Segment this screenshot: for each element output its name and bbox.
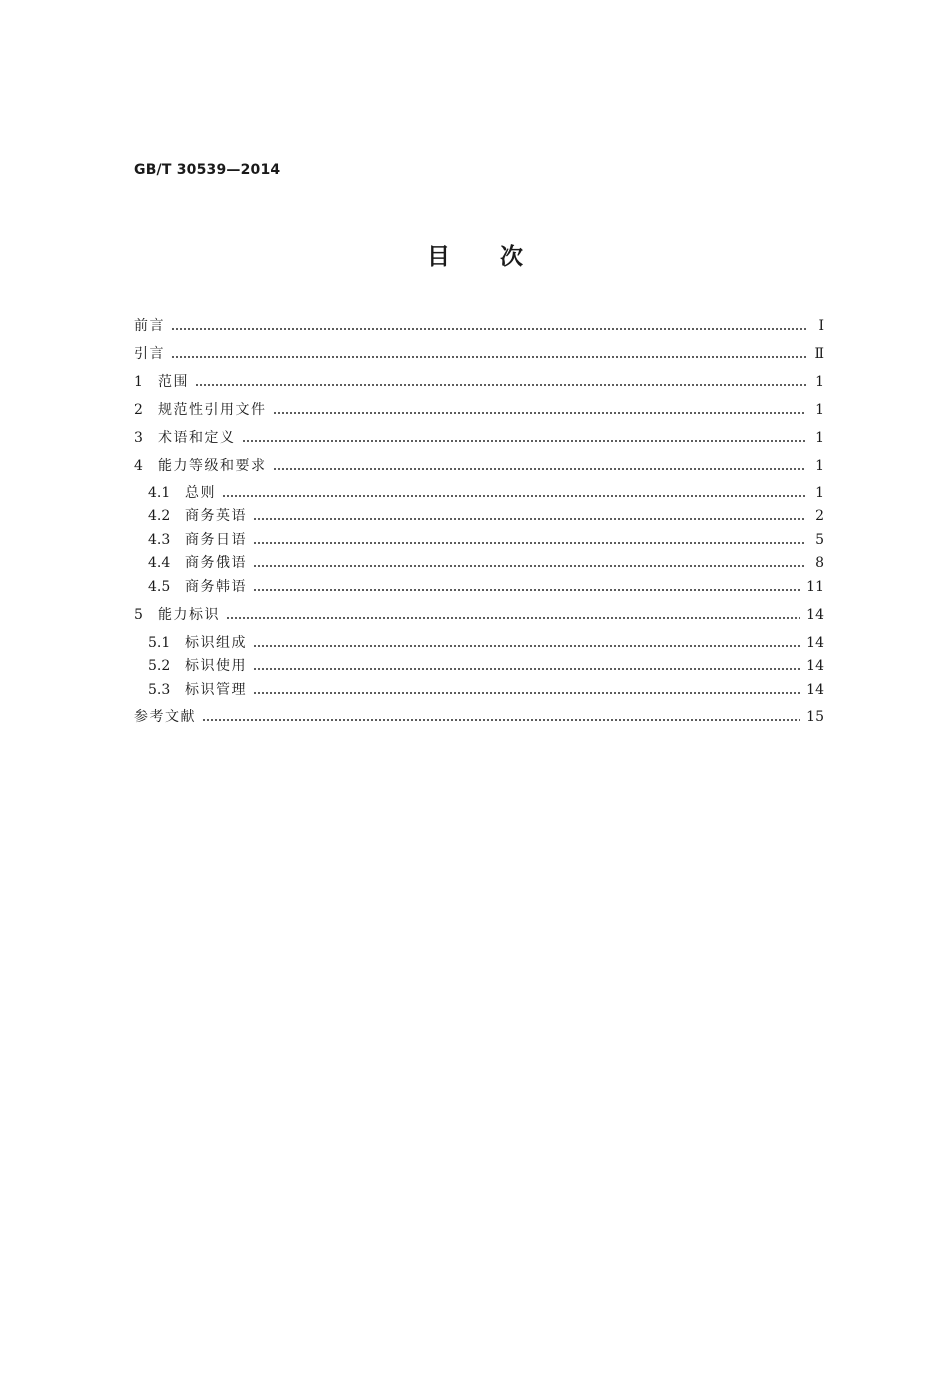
toc-entry-label: 总则 [185, 485, 216, 501]
toc-entry-label: 商务日语 [185, 532, 247, 548]
dot-leader [253, 692, 800, 694]
toc-entry-page: 1 [815, 374, 824, 390]
dot-leader [253, 565, 806, 567]
toc-entry-number: 5.3 [148, 682, 171, 698]
toc-entry-label: 能力等级和要求 [158, 458, 267, 474]
toc-entry-page: 1 [815, 485, 824, 501]
toc-entry-page: 14 [806, 607, 824, 623]
dot-leader [171, 328, 806, 330]
toc-entry-1[interactable] [134, 372, 824, 392]
toc-entry-label: 标识组成 [185, 635, 247, 651]
dot-leader [242, 440, 807, 442]
toc-entry-label: 范围 [158, 374, 189, 390]
toc-entry-number: 4.3 [148, 532, 171, 548]
dot-leader [273, 412, 807, 414]
toc-entry-page: Ⅱ [814, 346, 824, 362]
toc-entry-label: 规范性引用文件 [158, 402, 267, 418]
toc-entry-page: 14 [806, 658, 824, 674]
toc-entry-number: 5 [134, 607, 143, 623]
dot-leader [226, 617, 800, 619]
toc-entry-page: 1 [815, 402, 824, 418]
dot-leader [171, 356, 806, 358]
document-id: GB/T 30539—2014 [134, 162, 281, 178]
toc-entry-page: 11 [806, 579, 824, 595]
toc-entry-page: 5 [815, 532, 824, 548]
toc-entry-label: 商务韩语 [185, 579, 247, 595]
toc-entry-5-1[interactable] [148, 633, 824, 653]
dot-leader [253, 542, 806, 544]
toc-entry-4-2[interactable] [148, 506, 824, 526]
toc-entry-label: 能力标识 [158, 607, 220, 623]
toc-entry-2[interactable] [134, 400, 824, 420]
toc-entry-number: 4 [134, 458, 143, 474]
toc-entry-label: 前言 [134, 318, 165, 334]
dot-leader [253, 589, 800, 591]
dot-leader [195, 384, 806, 386]
toc-entry-label: 标识使用 [185, 658, 247, 674]
title-char-2: 次 [500, 244, 523, 270]
dot-leader [253, 668, 800, 670]
toc-entry-label: 参考文献 [134, 709, 196, 725]
toc-entry-4-4[interactable] [148, 553, 824, 573]
toc-entry-page: 1 [815, 458, 824, 474]
toc-entry-page: 2 [815, 508, 824, 524]
toc-entry-page: 14 [806, 635, 824, 651]
toc-entry-page: Ⅰ [818, 318, 824, 334]
title-char-1: 目 [427, 244, 450, 270]
toc-entry-4-3[interactable] [148, 530, 824, 550]
toc-entry-introduction[interactable] [134, 344, 824, 364]
toc-entry-page: 8 [815, 555, 824, 571]
toc-entry-number: 2 [134, 402, 143, 418]
toc-entry-number: 5.2 [148, 658, 171, 674]
toc-entry-number: 4.2 [148, 508, 171, 524]
toc-entry-4-5[interactable] [148, 577, 824, 597]
dot-leader [253, 518, 806, 520]
dot-leader [222, 495, 806, 497]
dot-leader [202, 719, 800, 721]
toc-entry-4-1[interactable] [148, 483, 824, 503]
dot-leader [273, 468, 807, 470]
toc-entry-label: 标识管理 [185, 682, 247, 698]
toc-entry-page: 1 [815, 430, 824, 446]
toc-entry-label: 引言 [134, 346, 165, 362]
toc-entry-4[interactable] [134, 456, 824, 476]
toc-entry-number: 5.1 [148, 635, 171, 651]
toc-entry-page: 14 [806, 682, 824, 698]
toc-entry-5-3[interactable] [148, 680, 824, 700]
toc-entry-foreword[interactable] [134, 316, 824, 336]
toc-entry-references[interactable] [134, 707, 824, 727]
toc-entry-number: 3 [134, 430, 143, 446]
toc-entry-3[interactable] [134, 428, 824, 448]
toc-entry-number: 4.5 [148, 579, 171, 595]
toc-entry-5[interactable] [134, 605, 824, 625]
toc-entry-5-2[interactable] [148, 656, 824, 676]
toc-entry-label: 商务英语 [185, 508, 247, 524]
toc-entry-page: 15 [806, 709, 824, 725]
toc-entry-label: 术语和定义 [158, 430, 236, 446]
toc-entry-number: 4.1 [148, 485, 171, 501]
toc-entry-number: 1 [134, 374, 143, 390]
dot-leader [253, 645, 800, 647]
toc-entry-label: 商务俄语 [185, 555, 247, 571]
toc-entry-number: 4.4 [148, 555, 171, 571]
